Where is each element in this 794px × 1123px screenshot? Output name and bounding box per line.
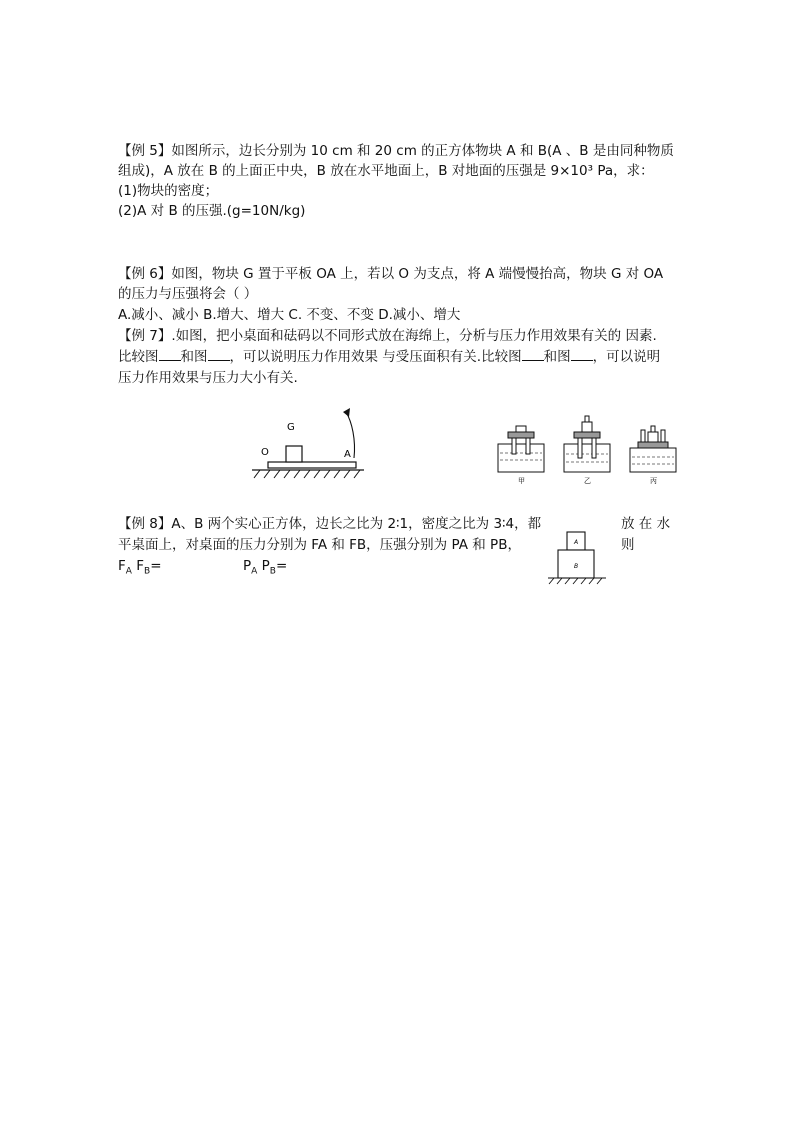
ex7-text-c: ，可以说明压力作用效果 与受压面积有关.比较图: [229, 349, 522, 365]
label-o: O: [261, 447, 269, 458]
label-g: G: [287, 422, 295, 433]
ex7-line-3: 压力作用效果与压力大小有关.: [118, 370, 298, 386]
ex6-line-2: 的压力与压强将会（ ）: [118, 286, 258, 302]
force-f-b: $F_B=$: [136, 558, 162, 577]
block-g: [286, 446, 302, 462]
answer-blank-1[interactable]: [159, 348, 181, 361]
ex8-line-2: 平桌面上，对桌面的压力分别为 FA 和 FB，压强分别为 PA 和 PB，: [118, 537, 521, 553]
sponge-figure: [496, 414, 686, 486]
ex8-line-3-pressure: [243, 556, 287, 582]
ex7-text-d: 和图: [543, 349, 571, 365]
ex7-text-b: 和图: [180, 349, 208, 365]
stacked-cubes-figure: [546, 528, 608, 590]
caption-bing: 丙: [650, 477, 657, 485]
ex7-line-2: [118, 347, 660, 367]
ex8-line-1-right: 放 在 水: [621, 516, 671, 532]
ex5-line-2: 组成)，A 放在 B 的上面正中央，B 放在水平地面上，B 对地面的压强是 9×10³ Pa，求：: [118, 163, 654, 179]
pressure-p-a: $P_A$: [243, 558, 258, 577]
caption-yi: 乙: [584, 477, 591, 485]
ex5-line-1: 【例 5】如图所示，边长分别为 10 cm 和 20 cm 的正方体物块 A 和 B(A 、B 是由同种物质: [118, 143, 674, 159]
ex7-line-1: 【例 7】.如图，把小桌面和砝码以不同形式放在海绵上，分析与压力作用效果有关的 因素.: [118, 328, 657, 344]
ex8-line-2-right: 则: [621, 537, 635, 553]
pressure-p-b: $P_B=$: [261, 558, 288, 577]
cube-a-label: A: [574, 539, 579, 546]
caption-jia: 甲: [518, 477, 525, 485]
ex8-line-3: [118, 556, 162, 582]
ex7-text-e: ，可以说明: [592, 349, 661, 365]
ex8-line-1: 【例 8】A、B 两个实心正方体，边长之比为 2∶1，密度之比为 3∶4，都: [118, 516, 542, 532]
lever-figure: [248, 408, 368, 488]
answer-blank-3[interactable]: [522, 348, 544, 361]
label-a: A: [344, 449, 351, 460]
answer-blank-4[interactable]: [571, 348, 593, 361]
ex6-line-1: 【例 6】如图，物块 G 置于平板 OA 上，若以 O 为支点，将 A 端慢慢抬高，物块 G 对 OA: [118, 266, 664, 282]
answer-blank-2[interactable]: [208, 348, 230, 361]
ex7-text-a: 比较图: [118, 349, 159, 365]
ex6-options: A.减小、减小 B.增大、增大 C. 不变、不变 D.减小、增大: [118, 307, 461, 323]
cube-b-label: B: [574, 563, 579, 570]
force-f-a: $F_A$: [118, 558, 132, 577]
ex5-line-3: (1)物块的密度；: [118, 183, 219, 199]
ex5-line-4: (2)A 对 B 的压强.(g=10N/kg): [118, 203, 306, 219]
